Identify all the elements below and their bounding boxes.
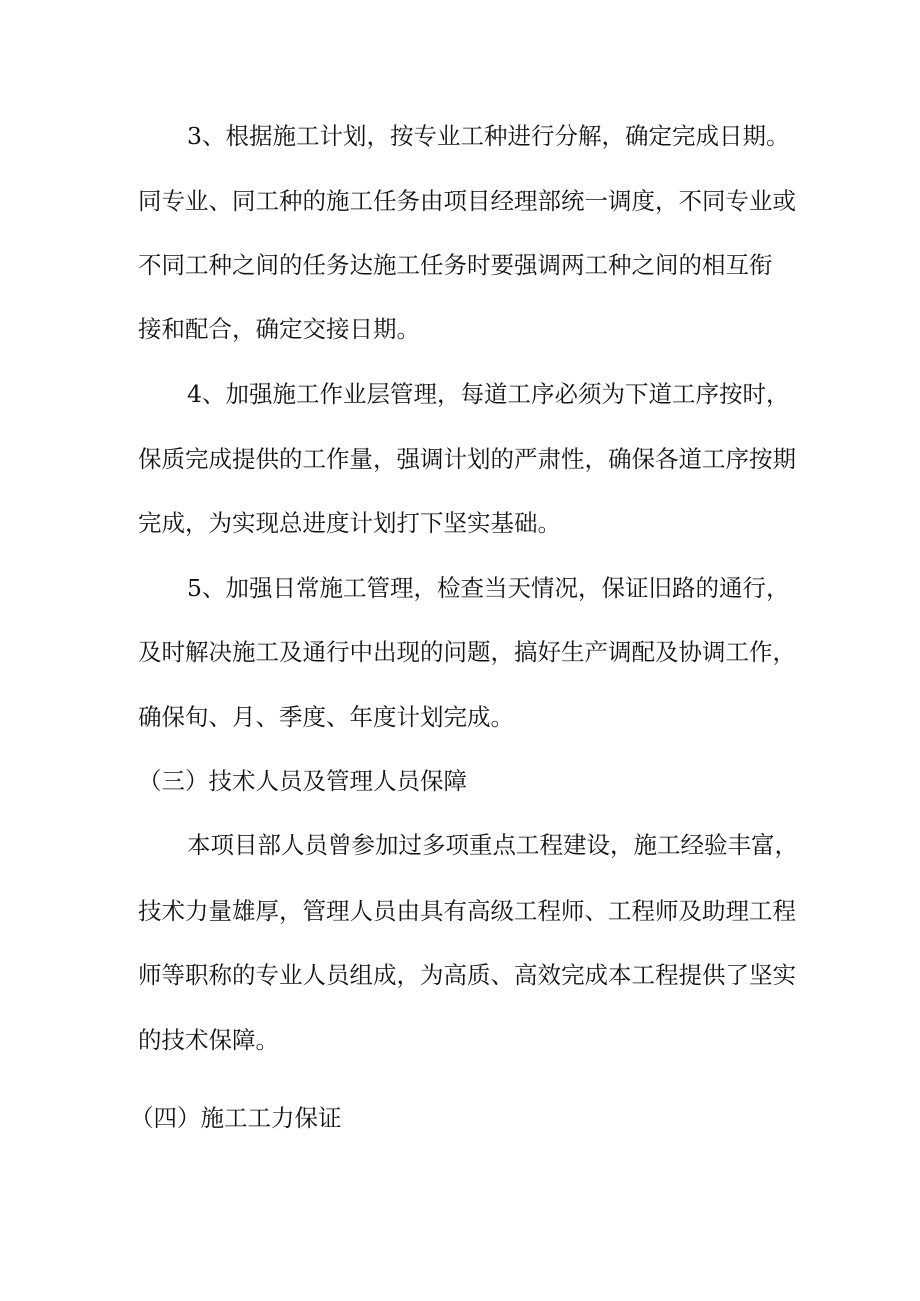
paragraph-4-line-1: 4、加强施工作业层管理，每道工序必须为下道工序按时，: [187, 380, 790, 408]
paragraph-staff-line-2: 技术力量雄厚，管理人员由具有高级工程师、工程师及助理工程: [138, 897, 796, 925]
paragraph-5-line-2: 及时解决施工及通行中出现的问题，搞好生产调配及协调工作，: [138, 638, 796, 666]
paragraph-4-line-2: 保质完成提供的工作量，强调计划的严肃性，确保各道工序按期: [138, 445, 796, 473]
paragraph-3-line-1: 3、根据施工计划，按专业工种进行分解，确定完成日期。: [187, 122, 790, 150]
paragraph-5-line-3: 确保旬、月、季度、年度计划完成。: [138, 703, 514, 731]
section-heading-4: （四）施工工力保证: [130, 1104, 342, 1132]
paragraph-3-line-4: 接和配合，确定交接日期。: [138, 315, 420, 343]
paragraph-5-line-1: 5、加强日常施工管理，检查当天情况，保证旧路的通行，: [187, 574, 790, 602]
section-heading-3: （三）技术人员及管理人员保障: [138, 767, 467, 795]
paragraph-staff-line-3: 师等职称的专业人员组成，为高质、高效完成本工程提供了坚实: [138, 961, 796, 989]
paragraph-staff-line-4: 的技术保障。: [138, 1026, 279, 1054]
paragraph-staff-line-1: 本项目部人员曾参加过多项重点工程建设，施工经验丰富，: [187, 831, 798, 859]
paragraph-3-line-2: 同专业、同工种的施工任务由项目经理部统一调度，不同专业或: [138, 187, 796, 215]
paragraph-4-line-3: 完成，为实现总进度计划打下坚实基础。: [138, 509, 561, 537]
paragraph-3-line-3: 不同工种之间的任务达施工任务时要强调两工种之间的相互衔: [138, 251, 773, 279]
